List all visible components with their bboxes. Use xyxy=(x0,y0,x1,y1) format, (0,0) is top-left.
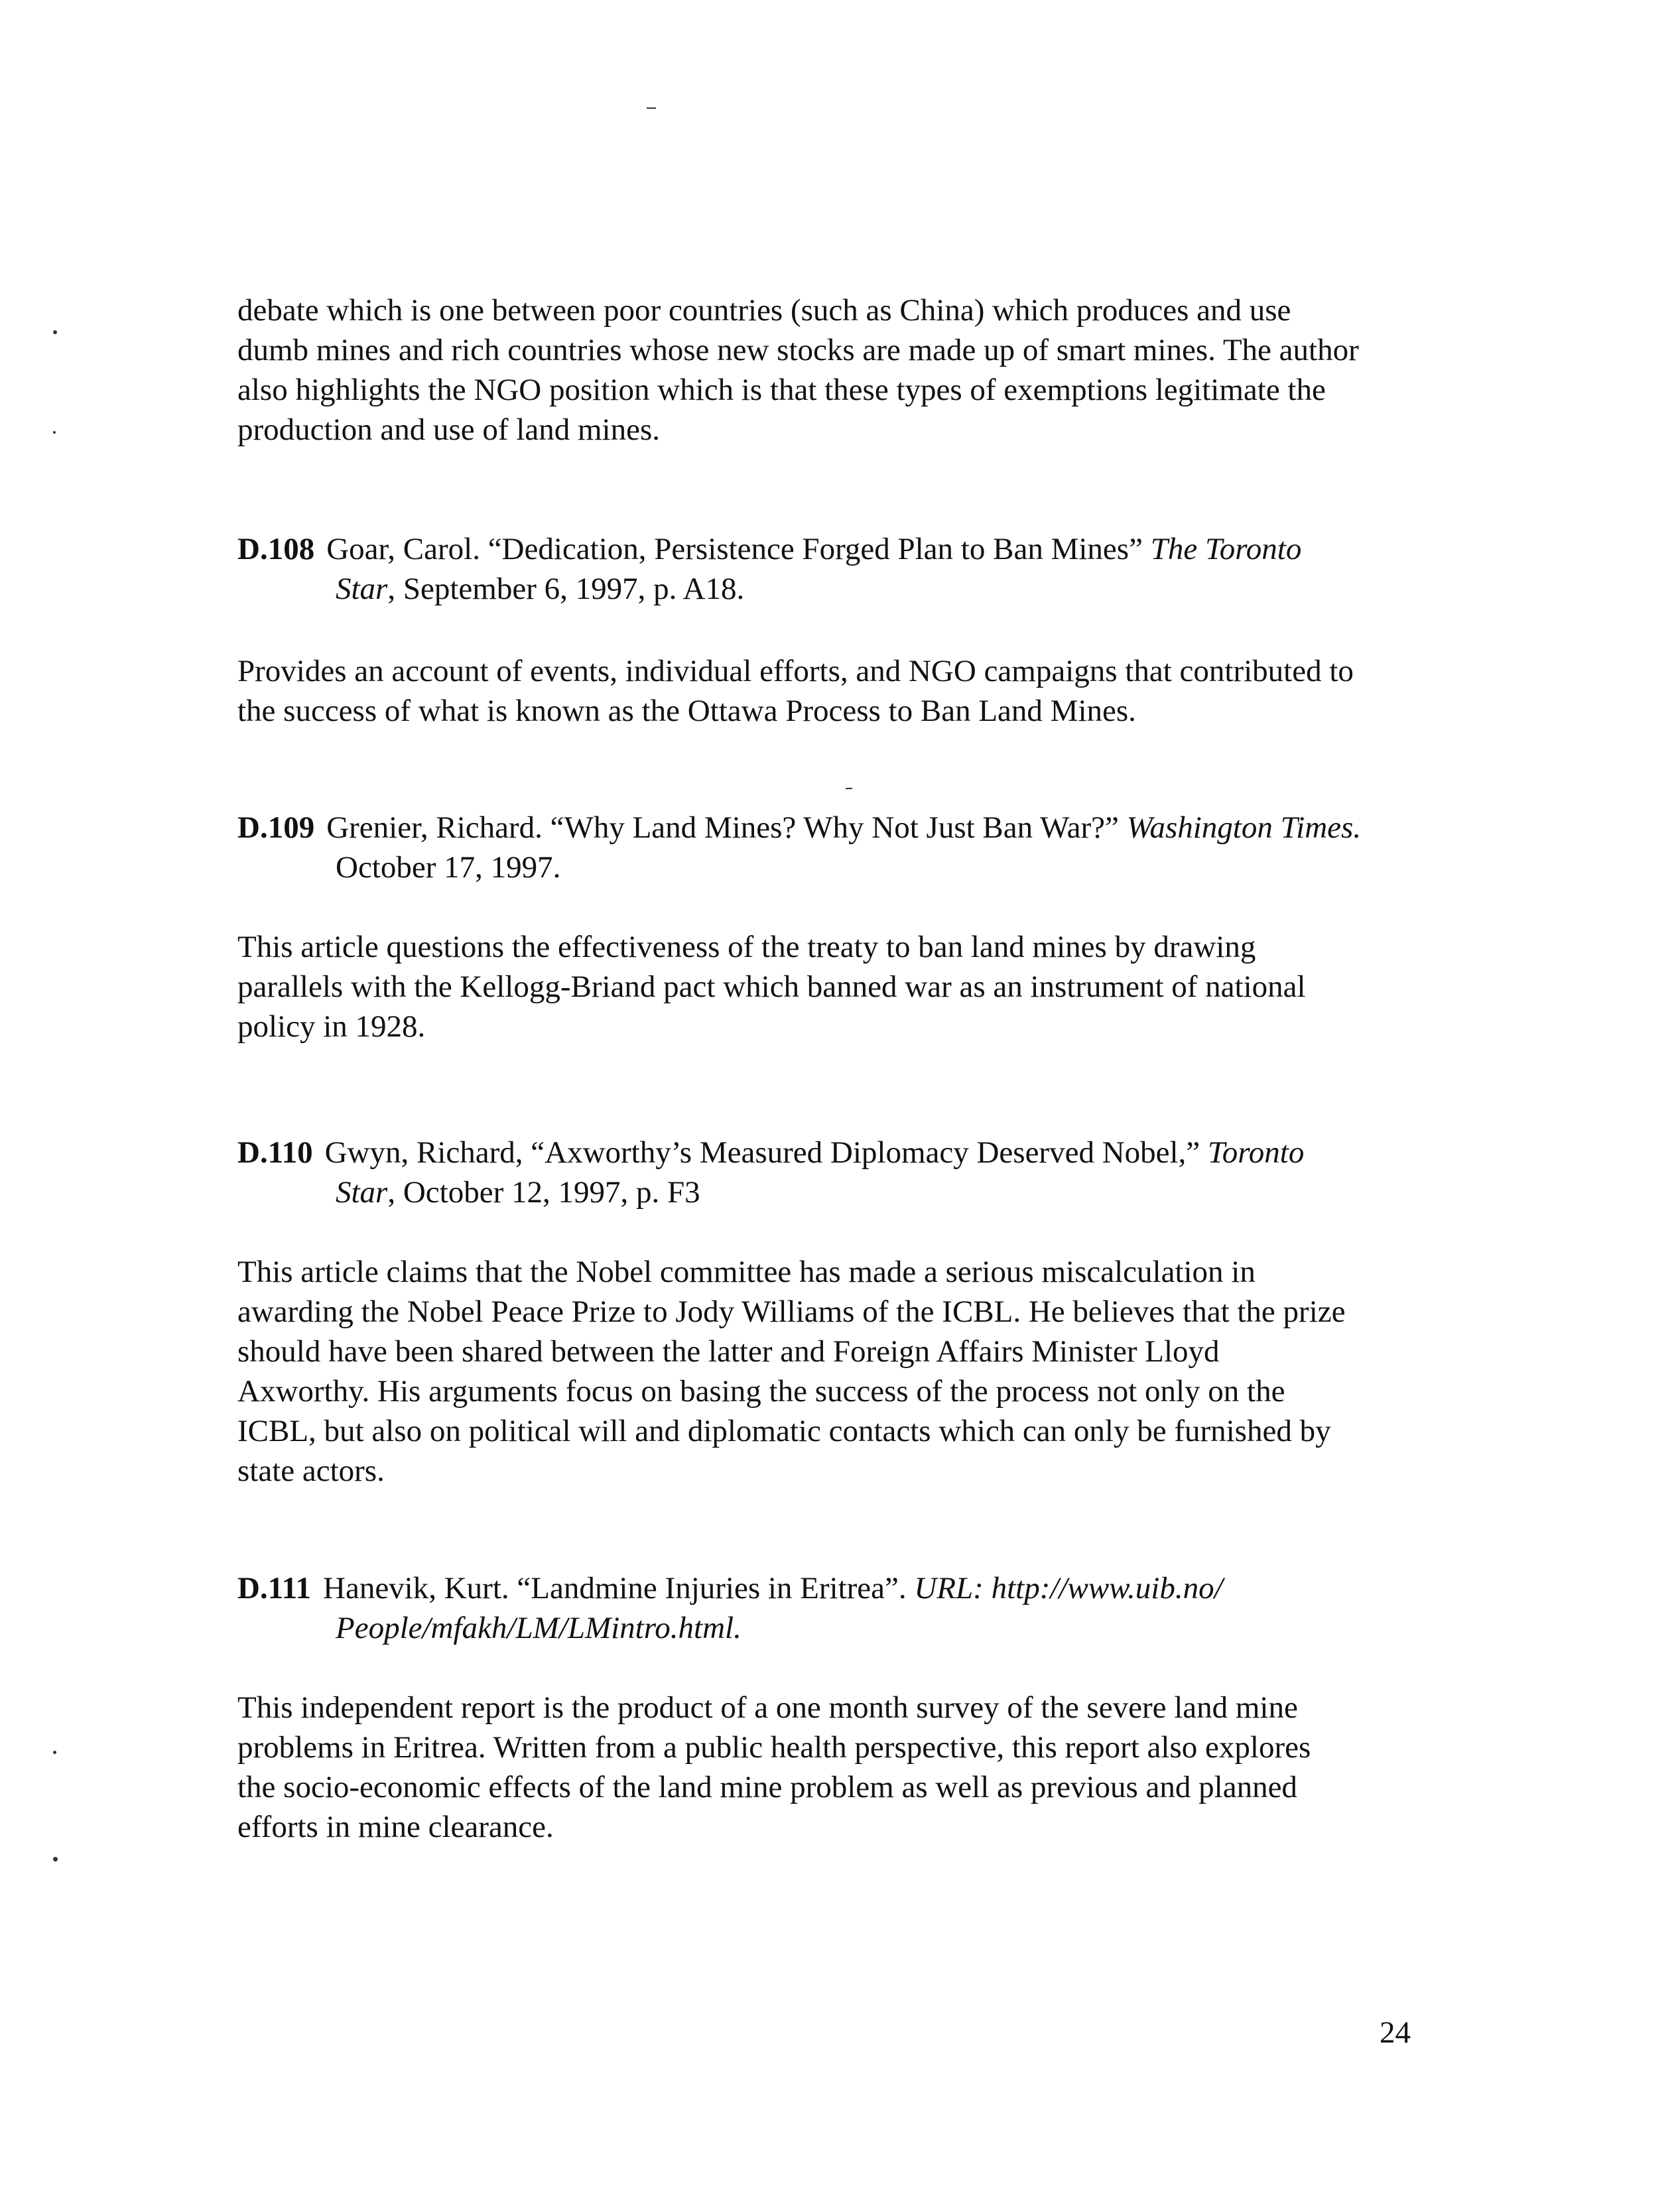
entry-number: D.109 xyxy=(237,810,315,845)
scan-speck xyxy=(53,431,56,434)
summary-line: This independent report is the product of a one month survey of the severe land mine xyxy=(237,1690,1298,1725)
intro-line: production and use of land mines. xyxy=(237,412,660,447)
citation-text: Grenier, Richard. “Why Land Mines? Why Not Just Ban War?” xyxy=(326,810,1127,845)
citation-italic: Toronto xyxy=(1207,1135,1305,1170)
summary-line: Axworthy. His arguments focus on basing the success of the process not only on the xyxy=(237,1374,1285,1409)
citation-italic: URL: http://www.uib.no/ xyxy=(914,1571,1223,1606)
page-number: 24 xyxy=(1380,2015,1411,2050)
summary-line: policy in 1928. xyxy=(237,1009,426,1044)
entry-number: D.108 xyxy=(237,532,315,566)
scan-speck xyxy=(647,107,656,109)
entry-d111-citation xyxy=(237,1568,1451,1648)
scan-speck xyxy=(53,1751,56,1754)
summary-line: This article claims that the Nobel committee has made a serious miscalculation in xyxy=(237,1255,1256,1289)
summary-line: awarding the Nobel Peace Prize to Jody Williams of the ICBL. He believes that the prize xyxy=(237,1294,1346,1329)
entry-number: D.111 xyxy=(237,1571,312,1606)
summary-line: This article questions the effectiveness of the treaty to ban land mines by drawing xyxy=(237,930,1256,964)
scan-speck xyxy=(53,330,57,334)
summary-line: Provides an account of events, individual efforts, and NGO campaigns that contributed to xyxy=(237,654,1354,688)
citation-text: , October 12, 1997, p. F3 xyxy=(387,1175,700,1210)
citation-italic: People/mfakh/LM/LMintro.html. xyxy=(336,1611,742,1645)
summary-line: the socio-economic effects of the land mine problem as well as previous and planned xyxy=(237,1770,1297,1804)
citation-text: October 17, 1997. xyxy=(336,850,561,885)
citation-italic: The Toronto xyxy=(1150,532,1302,566)
summary-line: efforts in mine clearance. xyxy=(237,1810,554,1844)
summary-line: state actors. xyxy=(237,1454,385,1488)
citation-text: , September 6, 1997, p. A18. xyxy=(387,572,745,606)
entry-number: D.110 xyxy=(237,1135,313,1170)
entry-d111-summary xyxy=(237,1688,1445,1847)
intro-line: debate which is one between poor countries (such as China) which produces and use xyxy=(237,293,1291,328)
citation-italic: Star xyxy=(336,572,388,606)
entry-d109-summary xyxy=(237,927,1445,1046)
entry-d108-citation xyxy=(237,529,1451,609)
intro-paragraph xyxy=(237,290,1445,450)
summary-line: problems in Eritrea. Written from a public health perspective, this report also explores xyxy=(237,1730,1311,1765)
citation-italic: Star xyxy=(336,1175,388,1210)
summary-line: ICBL, but also on political will and diplomatic contacts which can only be furnished by xyxy=(237,1414,1331,1448)
citation-text: Gwyn, Richard, “Axworthy’s Measured Diplomacy Deserved Nobel,” xyxy=(324,1135,1208,1170)
intro-line: dumb mines and rich countries whose new stocks are made up of smart mines. The author xyxy=(237,333,1359,367)
summary-line: the success of what is known as the Ottawa Process to Ban Land Mines. xyxy=(237,694,1136,728)
citation-text: Hanevik, Kurt. “Landmine Injuries in Eritrea”. xyxy=(323,1571,915,1606)
citation-text: Goar, Carol. “Dedication, Persistence Forged Plan to Ban Mines” xyxy=(326,532,1151,566)
scan-speck xyxy=(53,1857,58,1861)
summary-line: parallels with the Kellogg-Briand pact which banned war as an instrument of national xyxy=(237,970,1306,1004)
entry-d109-citation xyxy=(237,808,1451,887)
citation-italic: Washington Times. xyxy=(1126,810,1362,845)
scan-speck xyxy=(846,788,852,789)
summary-line: should have been shared between the latter and Foreign Affairs Minister Lloyd xyxy=(237,1334,1220,1369)
entry-d110-summary xyxy=(237,1252,1445,1491)
intro-line: also highlights the NGO position which is that these types of exemptions legitimate the xyxy=(237,373,1326,407)
entry-d110-citation xyxy=(237,1133,1451,1212)
entry-d108-summary xyxy=(237,651,1445,731)
